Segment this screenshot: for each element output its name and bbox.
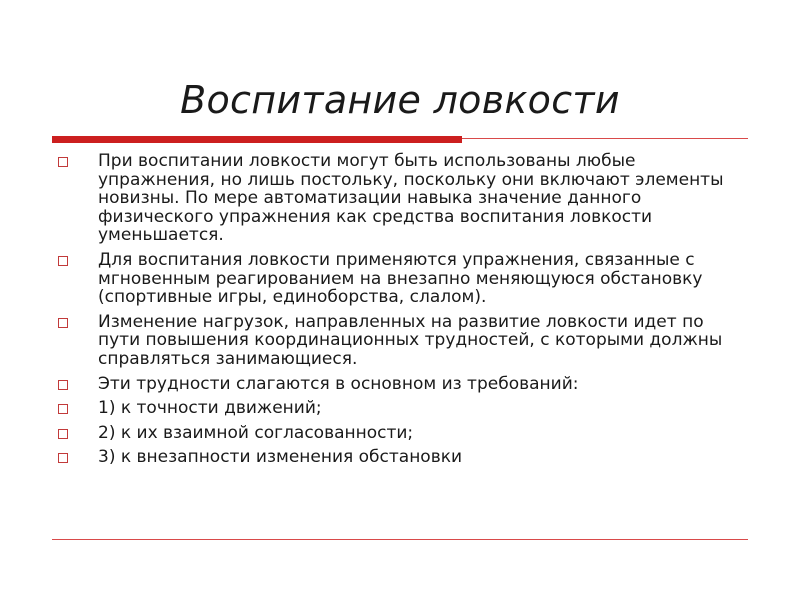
hollow-square-bullet-icon [58, 380, 68, 390]
bullet-item [52, 399, 732, 418]
bullet-text: 2) к их взаимной согласованности; [98, 422, 414, 443]
bullet-text: 1) к точности движений; [98, 398, 322, 419]
bullet-item [52, 424, 732, 443]
bullet-item [52, 375, 732, 394]
bullet-list [52, 152, 732, 473]
bullet-text: Эти трудности слагаются в основном из требований: [98, 373, 579, 394]
bullet-text: 3) к внезапности изменения обстановки [98, 447, 463, 468]
title-divider-accent [52, 136, 462, 143]
hollow-square-bullet-icon [58, 318, 68, 328]
bullet-text: При воспитании ловкости могут быть использованы любые упражнения, но лишь постольку, поскольку они включают элементы новизны. По мере автоматизации навыка значение данного физического упражнения как средства воспитания ловкости уменьшается. [98, 151, 724, 246]
bullet-item [52, 251, 732, 307]
bullet-item [52, 152, 732, 245]
footer-divider [52, 539, 748, 540]
bullet-text: Для воспитания ловкости применяются упражнения, связанные с мгновенным реагированием на внезапно меняющуюся обстановку (спортивные игры, единоборства, слалом). [98, 249, 703, 308]
hollow-square-bullet-icon [58, 429, 68, 439]
bullet-text: Изменение нагрузок, направленных на развитие ловкости идет по пути повышения координационных трудностей, с которыми должны справляться занимающиеся. [98, 311, 723, 369]
bullet-item [52, 313, 732, 369]
hollow-square-bullet-icon [58, 256, 68, 266]
hollow-square-bullet-icon [58, 157, 68, 167]
bullet-item [52, 448, 732, 467]
slide-title: Воспитание ловкости [180, 78, 620, 122]
hollow-square-bullet-icon [58, 404, 68, 414]
hollow-square-bullet-icon [58, 453, 68, 463]
